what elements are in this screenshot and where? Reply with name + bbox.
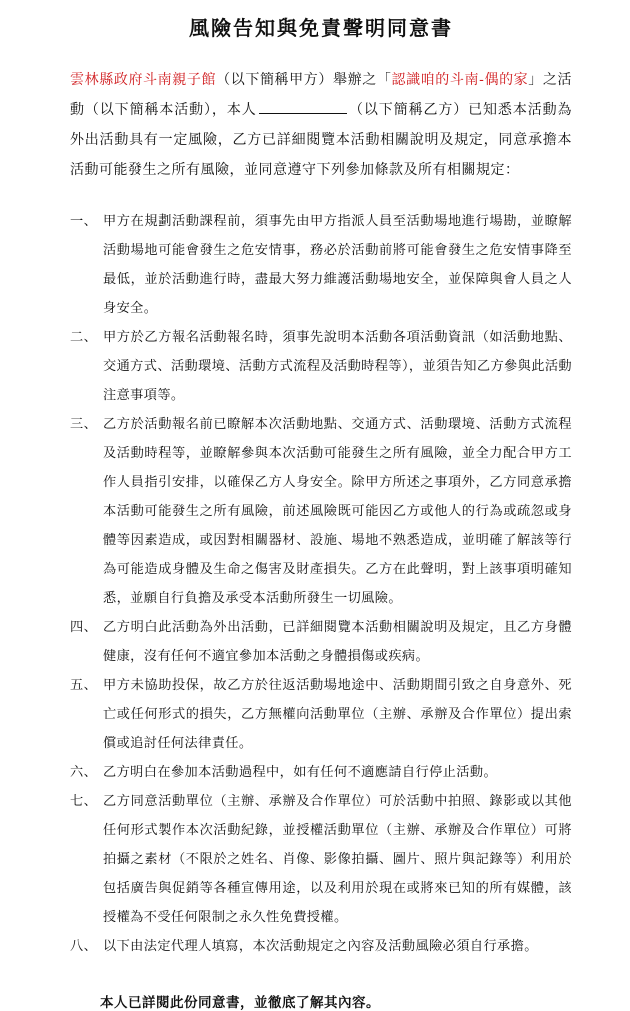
clause-3 [70, 410, 572, 613]
clause-text: 以下由法定代理人填寫，本次活動規定之內容及活動風險必須自行承擔。 [103, 939, 538, 954]
clause-text: 甲方於乙方報名活動報名時，須事先說明本活動各項活動資訊（如活動地點、交通方式、活動環境、活動方式流程及活動時程等），並須告知乙方參與此活動注意事項等。 [103, 330, 572, 403]
clause-7 [70, 787, 572, 932]
clause-number: 八、 [70, 939, 98, 954]
clause-text: 甲方未協助投保，故乙方於往返活動場地途中、活動期間引致之自身意外、死亡或任何形式的損失，乙方無權向活動單位（主辦、承辦及合作單位）提出索償或追討任何法律責任。 [103, 678, 572, 751]
clause-text: 甲方在規劃活動課程前，須事先由甲方指派人員至活動場地進行場勘，並瞭解活動場地可能會發生之危安情事，務必於活動前將可能會發生之危安情事降至最低，並於活動進行時，盡最大努力維護活動場地安全，並保障與會人員之人身安全。 [103, 214, 572, 316]
intro-paragraph [70, 65, 572, 185]
intro-text-2: 」之活動（以下簡稱本活動），本人 [70, 72, 573, 118]
clause-number: 一、 [70, 214, 98, 229]
clause-number: 六、 [70, 765, 98, 780]
clause-number: 四、 [70, 620, 98, 635]
participant-name-blank[interactable] [259, 99, 347, 114]
clause-list [70, 207, 572, 961]
clause-text: 乙方明白此活動為外出活動，已詳細閱覽本活動相關說明及規定，且乙方身體健康，沒有任何不適宜參加本活動之身體損傷或疾病。 [103, 620, 572, 664]
intro-text-3: （以下簡稱乙方）已知悉本活動為外出活動具有一定風險，乙方已詳細閱覽本活動相關說明及規定，同意承擔本活動可能發生之所有風險，並同意遵守下列參加條款及所有相關規定： [70, 102, 573, 178]
acknowledgement-statement: 本人已詳閱此份同意書，並徹底了解其內容。 [100, 995, 380, 1011]
clause-number: 三、 [70, 417, 98, 432]
clause-text: 乙方同意活動單位（主辦、承辦及合作單位）可於活動中拍照、錄影或以其他任何形式製作本次活動紀錄，並授權活動單位（主辦、承辦及合作單位）可將拍攝之素材（不限於之姓名、肖像、影像拍攝、圖片、照片與記錄等）利用於包括廣告與促銷等各種宣傳用途，以及利用於現在或將來已知的所有媒體，該授權為不受任何限制之永久性免費授權。 [103, 794, 572, 925]
clause-4 [70, 613, 572, 671]
clause-1 [70, 207, 572, 323]
intro-text-1: （以下簡稱甲方）舉辦之「 [216, 72, 392, 88]
clause-number: 七、 [70, 794, 98, 809]
clause-6 [70, 758, 572, 787]
organizer-name: 雲林縣政府斗南親子館 [70, 72, 217, 88]
clause-number: 五、 [70, 678, 98, 693]
clause-number: 二、 [70, 330, 98, 345]
clause-5 [70, 671, 572, 758]
clause-text: 乙方明白在參加本活動過程中，如有任何不適應請自行停止活動。 [103, 765, 498, 780]
document-title: 風險告知與免責聲明同意書 [189, 16, 453, 40]
clause-2 [70, 323, 572, 410]
clause-text: 乙方於活動報名前已瞭解本次活動地點、交通方式、活動環境、活動方式流程及活動時程等，並瞭解參與本次活動可能發生之所有風險，並全力配合甲方工作人員指引安排，以確保乙方人身安全。除甲方所述之事項外，乙方同意承擔本活動可能發生之所有風險，前述風險既可能因乙方或他人的行為或疏忽或身體等因素造成，或因對相關器材、設施、場地不熟悉造成，並明確了解該等行為可能造成身體及生命之傷害及財產損失。乙方在此聲明，對上該事項明確知悉，並願自行負擔及承受本活動所發生一切風險。 [103, 417, 572, 606]
event-name: 認識咱的斗南-偶的家 [391, 72, 529, 88]
clause-8 [70, 932, 572, 961]
